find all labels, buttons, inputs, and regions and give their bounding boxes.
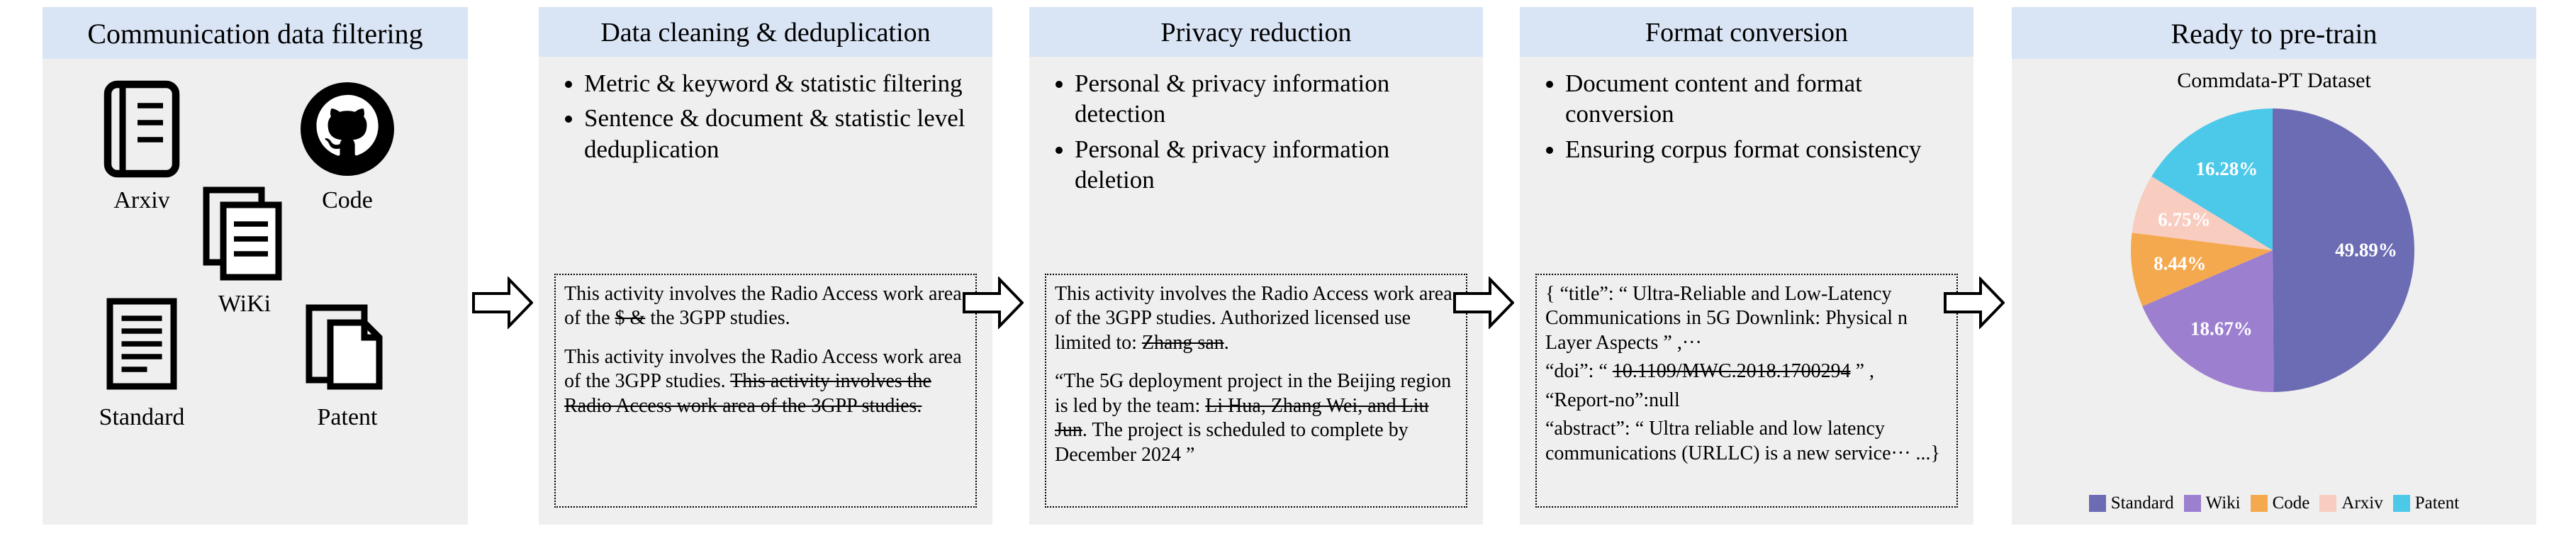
legend-swatch: [2319, 495, 2336, 512]
legend-label: Wiki: [2205, 493, 2241, 513]
source-label-patent: Patent: [317, 404, 378, 430]
bullet-item: • Metric & keyword & statistic filtering: [584, 68, 980, 99]
source-item-standard: [64, 293, 220, 431]
documents-stack-icon: [269, 293, 425, 403]
panel-title-privacy: Privacy reduction: [1029, 7, 1483, 57]
sample-text-run: “doi”: “: [1545, 360, 1613, 383]
arrow-right-icon: [963, 277, 1024, 329]
panel-format-conversion: [1520, 7, 1973, 525]
bullet-item: • Ensuring corpus format consistency: [1565, 134, 1961, 164]
sample-text-run: This activity involves the Radio Access work area of the 3GPP studies.: [564, 345, 962, 393]
sample-text-clean: [554, 274, 977, 508]
pie-slice-label: 16.28%: [2195, 157, 2258, 179]
book-icon: [71, 76, 213, 186]
legend-item: [2089, 493, 2174, 513]
sample-paragraph: “abstract”: “ Ultra reliable and low latency communications (URLLC) is a new service··· ...}: [1545, 418, 1940, 464]
pie-slice-label: 6.75%: [2158, 208, 2211, 230]
pie-slice-label: 8.44%: [2154, 252, 2207, 274]
chart-title: Commdata-PT Dataset: [2177, 69, 2371, 92]
legend-label: Arxiv: [2341, 493, 2383, 513]
panel-ready-to-pretrain: [2012, 7, 2536, 525]
panel-privacy-reduction: [1029, 7, 1483, 525]
panel-communication-data-filtering: [43, 7, 468, 525]
sample-paragraph: [564, 282, 967, 331]
sample-text-run: . The project is scheduled to complete by December 2024 ”: [1055, 419, 1409, 466]
pie-slice-label: 18.67%: [2190, 318, 2253, 340]
source-label-wiki: WiKi: [218, 291, 271, 317]
github-icon: [276, 76, 418, 186]
sample-text-strikethrough: Zhang san: [1141, 331, 1224, 354]
source-label-standard: Standard: [99, 404, 185, 430]
arrow-right-icon: [1944, 277, 2005, 329]
legend-label: Patent: [2414, 493, 2460, 513]
legend-swatch: [2393, 495, 2410, 512]
legend-swatch: [2184, 495, 2201, 512]
panel-title-chart: Ready to pre-train: [2012, 7, 2536, 59]
document-lines-icon: [64, 293, 220, 403]
source-label-arxiv: Arxiv: [113, 187, 170, 213]
arrow-right-icon: [472, 277, 533, 329]
pie-chart: [2012, 93, 2536, 426]
sample-text-format: [1535, 274, 1958, 508]
legend-label: Code: [2272, 493, 2310, 513]
legend-swatch: [2251, 495, 2268, 512]
sample-paragraph: “Report-no”:null: [1545, 389, 1680, 411]
pie-chart-svg: [2012, 93, 2536, 426]
panel-data-cleaning: [539, 7, 992, 525]
chart-legend: [2012, 493, 2536, 513]
source-icon-grid: [43, 59, 468, 498]
sample-paragraph: { “title”: “ Ultra-Reliable and Low-Latency Communications in 5G Downlink: Physical n Layer Aspects ” ,···: [1545, 283, 1908, 354]
bullet-list-privacy: [1029, 68, 1483, 196]
sample-text-run: ” ,: [1850, 360, 1875, 383]
sample-paragraph: [564, 345, 967, 418]
bullet-item: • Personal & privacy information deletion: [1075, 134, 1470, 196]
sample-text-run: .: [1223, 331, 1229, 354]
sample-paragraph: [1055, 369, 1457, 467]
legend-item: [2319, 493, 2382, 513]
legend-item: [2251, 493, 2310, 513]
bullet-list-clean: [539, 68, 992, 164]
sample-paragraph: [1545, 359, 1948, 384]
sample-text-run: This activity involves the Radio Access work area of the 3GPP studies. Authorized licensed use limited to:: [1055, 283, 1452, 354]
legend-item: [2184, 493, 2241, 513]
panel-title-clean: Data cleaning & deduplication: [539, 7, 992, 57]
bullet-item: • Document content and format conversion: [1565, 68, 1961, 130]
sample-text-run: the 3GPP studies.: [645, 307, 790, 330]
bullet-item: • Personal & privacy information detection: [1075, 68, 1470, 130]
sample-text-strikethrough: Li Hua, Zhang Wei, and Liu Jun: [1055, 394, 1429, 442]
sample-paragraph: [1055, 282, 1457, 355]
bullet-list-format: [1520, 68, 1973, 164]
panel-title-format: Format conversion: [1520, 7, 1973, 57]
documents-icon: [174, 179, 315, 289]
sample-text-run: This activity involves the Radio Access work area of the: [564, 283, 962, 330]
source-item-patent: [269, 293, 425, 431]
pie-slice-label: 49.89%: [2335, 239, 2397, 261]
sample-text-strikethrough: $ &: [615, 307, 646, 330]
sample-text-strikethrough: 10.1109/MWC.2018.1700294: [1612, 360, 1851, 383]
legend-label: Standard: [2110, 493, 2174, 513]
source-label-code: Code: [322, 187, 373, 213]
sample-text-privacy: [1045, 274, 1467, 508]
arrow-right-icon: [1453, 277, 1514, 329]
sample-text-strikethrough: This activity involves the Radio Access work area of the 3GPP studies.: [564, 370, 931, 417]
sample-text-run: “The 5G deployment project in the Beijing region is led by the team:: [1055, 370, 1452, 417]
panel-title-sources: Communication data filtering: [43, 7, 468, 59]
legend-swatch: [2089, 495, 2106, 512]
legend-item: [2393, 493, 2460, 513]
bullet-item: • Sentence & document & statistic level deduplication: [584, 103, 980, 164]
